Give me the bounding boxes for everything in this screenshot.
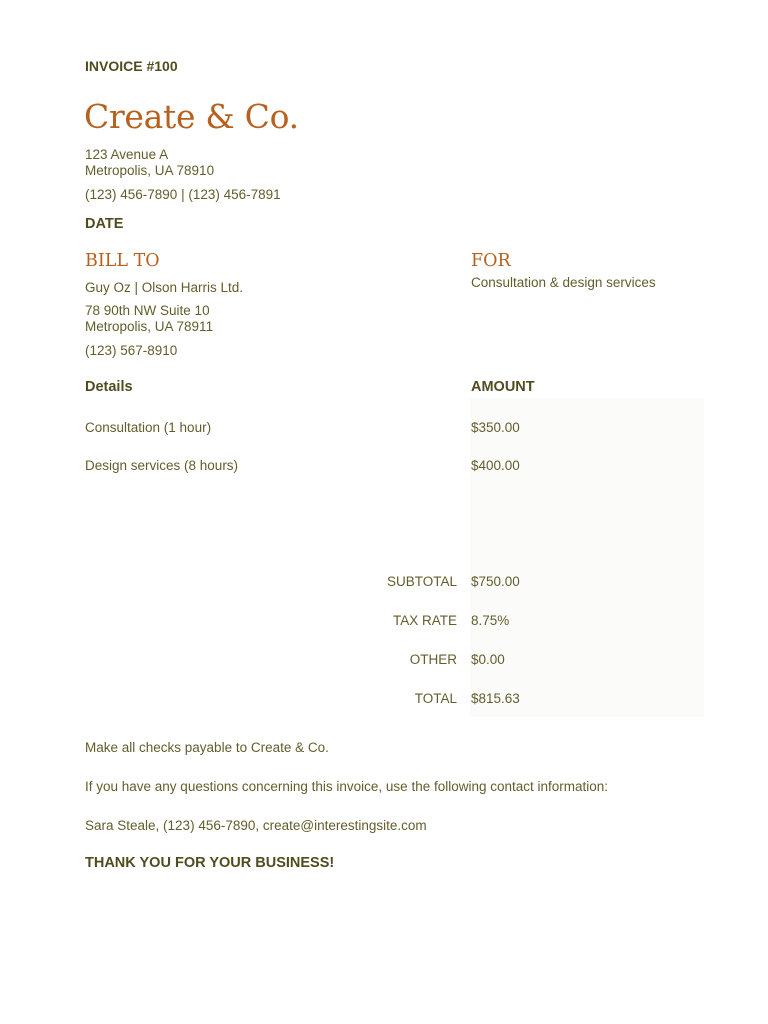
company-address-line1: 123 Avenue A xyxy=(85,147,169,162)
tax-rate-label: TAX RATE xyxy=(392,613,457,628)
invoice-number: INVOICE #100 xyxy=(85,58,178,74)
subtotal-label: SUBTOTAL xyxy=(386,574,457,589)
questions-note: If you have any questions concerning this invoice, use the following contact information: xyxy=(85,779,609,794)
checks-payable-note: Make all checks payable to Create & Co. xyxy=(85,740,329,755)
bill-to-name: Guy Oz | Olson Harris Ltd. xyxy=(85,280,244,295)
thank-you-message: THANK YOU FOR YOUR BUSINESS! xyxy=(85,855,335,871)
for-description: Consultation & design services xyxy=(471,275,656,290)
subtotal-value: $750.00 xyxy=(471,574,520,589)
line-item-amount: $400.00 xyxy=(471,458,520,473)
bill-to-address-line2: Metropolis, UA 78911 xyxy=(85,319,214,334)
line-item-description: Consultation (1 hour) xyxy=(85,420,212,435)
date-label: DATE xyxy=(85,216,124,232)
bill-to-address-line1: 78 90th NW Suite 10 xyxy=(85,303,210,318)
company-phones: (123) 456-7890 | (123) 456-7891 xyxy=(85,187,281,202)
other-label: OTHER xyxy=(409,652,457,667)
line-item-description: Design services (8 hours) xyxy=(85,458,239,473)
other-value: $0.00 xyxy=(471,652,505,667)
company-name: Create & Co. xyxy=(84,97,299,136)
total-value: $815.63 xyxy=(471,691,520,706)
company-address-line2: Metropolis, UA 78910 xyxy=(85,163,215,178)
amount-header: AMOUNT xyxy=(471,379,535,395)
bill-to-heading: BILL TO xyxy=(85,251,160,271)
tax-rate-value: 8.75% xyxy=(471,613,510,628)
for-heading: FOR xyxy=(471,251,511,271)
amount-column-background xyxy=(470,398,704,717)
details-header: Details xyxy=(85,379,133,395)
bill-to-phone: (123) 567-8910 xyxy=(85,343,178,358)
total-label: TOTAL xyxy=(414,691,457,706)
line-item-amount: $350.00 xyxy=(471,420,520,435)
contact-info: Sara Steale, (123) 456-7890, create@interestingsite.com xyxy=(85,818,427,833)
